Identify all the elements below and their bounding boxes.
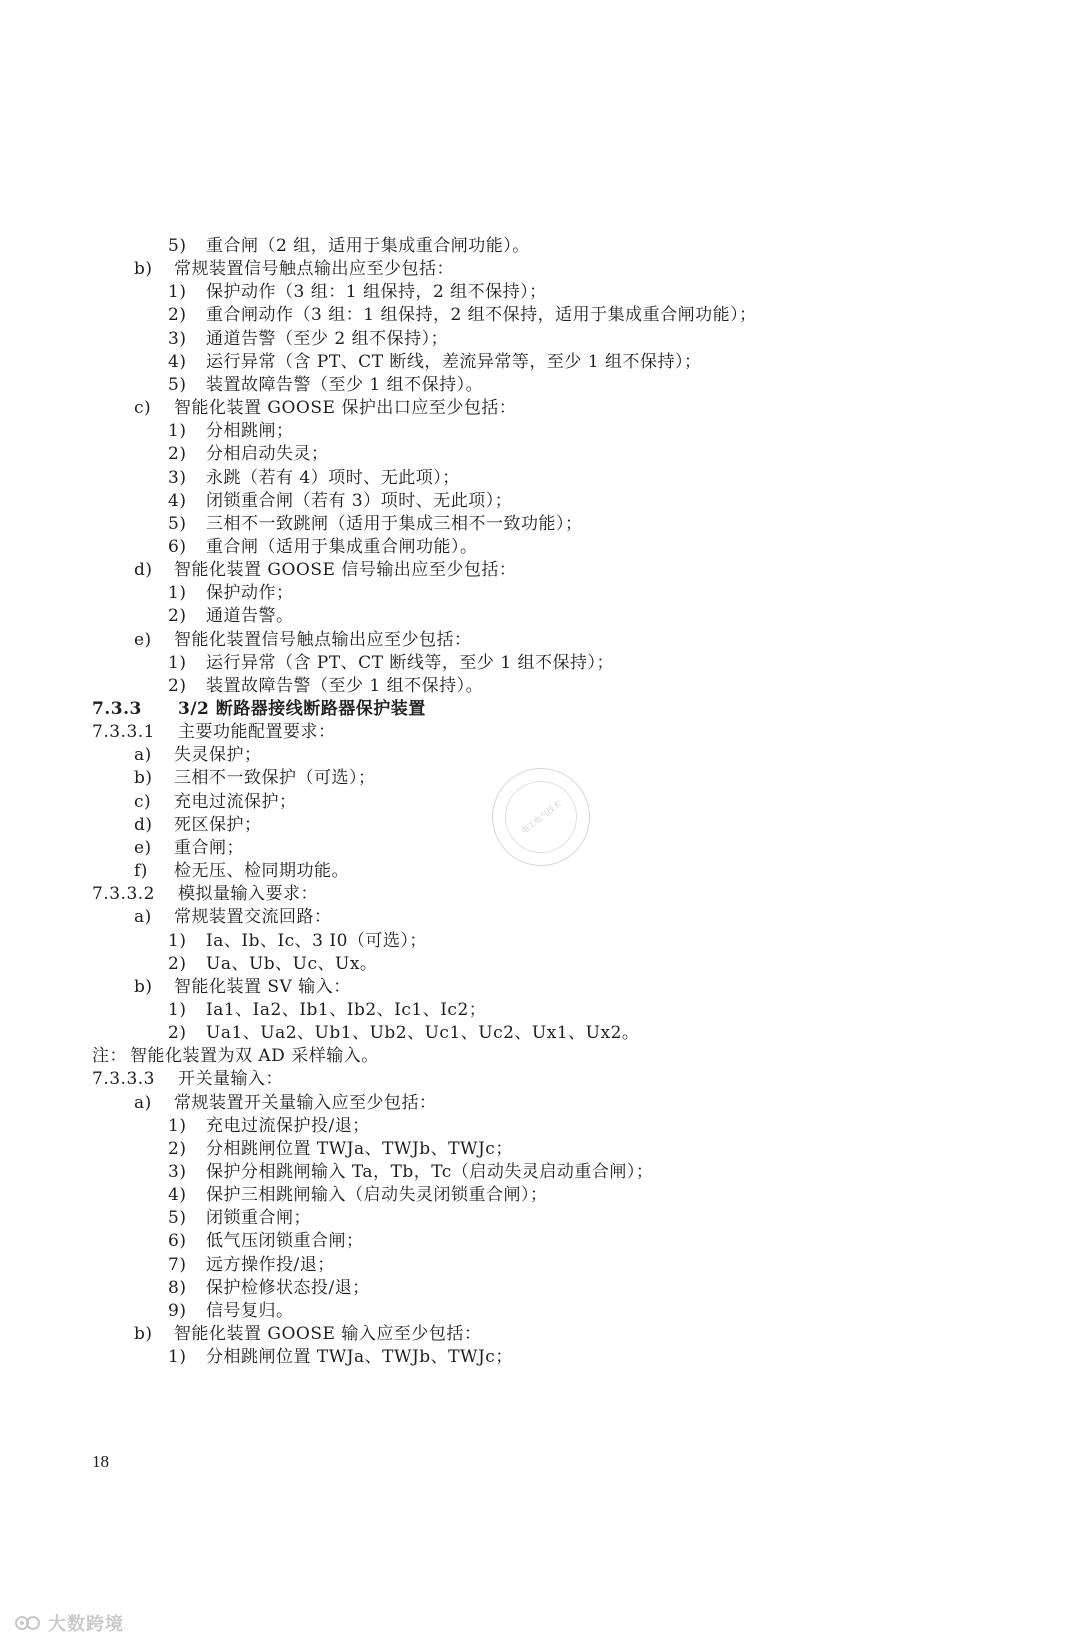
item-text: 智能化装置为双 AD 采样输入。 [130, 1046, 379, 1067]
item-text: 分相跳闸位置 TWJa、TWJb、TWJc； [206, 1138, 513, 1159]
list-item [168, 1277, 370, 1299]
item-label: b) [134, 1324, 153, 1344]
item-text: 检无压、检同期功能。 [174, 861, 349, 881]
item-label: e) [134, 629, 152, 650]
item-label: 2) [168, 1138, 187, 1159]
section-heading [92, 721, 336, 743]
item-label: 4) [168, 1185, 187, 1206]
item-text: 智能化装置 SV 输入： [174, 976, 351, 997]
item-label: 5) [168, 374, 187, 395]
section-heading [92, 698, 426, 720]
item-text: 常规装置交流回路： [174, 907, 332, 928]
list-item [168, 1254, 335, 1276]
list-item [168, 1138, 513, 1160]
list-item [168, 235, 530, 257]
item-label: c) [134, 791, 152, 812]
list-item [168, 1022, 639, 1044]
item-text: 闭锁重合闸； [206, 1208, 311, 1229]
list-item [168, 605, 294, 627]
list-item [168, 490, 512, 512]
list-item [168, 281, 547, 303]
item-text: 保护三相跳闸输入（启动失灵闭锁重合闸）； [206, 1185, 548, 1206]
item-label: b) [134, 976, 153, 997]
list-item [134, 1092, 437, 1114]
item-text: 死区保护； [174, 814, 262, 835]
item-text: 重合闸动作（3 组：1 组保持，2 组不保持，适用于集成重合闸功能）； [206, 305, 757, 326]
item-label: a) [134, 907, 152, 928]
item-text: 保护动作（3 组：1 组保持，2 组不保持）； [206, 282, 547, 303]
item-text: 闭锁重合闸（若有 3）项时、无此项）； [206, 490, 513, 511]
item-label: 7.3.3.1 [92, 722, 155, 743]
list-item [168, 582, 294, 604]
item-label: 7.3.3 [92, 699, 142, 719]
list-item [168, 513, 583, 535]
item-label: 3) [168, 328, 187, 349]
item-text: 远方操作投/退； [206, 1254, 335, 1275]
item-text: 信号复归。 [206, 1300, 294, 1321]
list-item [134, 837, 244, 859]
item-text: Ia1、Ia2、Ib1、Ib2、Ic1、Ic2； [206, 999, 487, 1020]
list-item [134, 860, 349, 882]
item-label: 2) [168, 444, 187, 465]
item-label: 2) [168, 1023, 187, 1044]
list-item [134, 1323, 481, 1345]
item-text: 保护检修状态投/退； [206, 1277, 370, 1298]
item-text: 低气压闭锁重合闸； [206, 1231, 364, 1252]
item-label: c) [134, 398, 152, 418]
list-item [168, 1207, 311, 1229]
list-item [168, 304, 757, 326]
item-label: 7) [168, 1254, 187, 1275]
page-number: 18 [92, 1452, 109, 1471]
item-label: d) [134, 814, 153, 835]
item-text: 智能化装置 GOOSE 信号输出应至少包括： [174, 560, 517, 581]
list-item [168, 467, 460, 489]
item-text: 通道告警。 [206, 606, 294, 627]
item-text: 智能化装置 GOOSE 输入应至少包括： [174, 1324, 482, 1344]
item-text: Ua1、Ua2、Ub1、Ub2、Uc1、Uc2、Ux1、Ux2。 [206, 1023, 640, 1044]
item-label: 1) [168, 930, 187, 951]
item-label: 7.3.3.3 [92, 1069, 155, 1090]
stamp-text: 电工电气技术 [519, 798, 563, 836]
item-text: 模拟量输入要求： [178, 884, 318, 905]
list-item [168, 999, 486, 1021]
item-text: 装置故障告警（至少 1 组不保持）。 [206, 374, 484, 395]
list-item [168, 675, 483, 697]
item-label: 1) [168, 1347, 187, 1368]
item-label: 2) [168, 305, 187, 326]
item-label: 8) [168, 1277, 187, 1298]
list-item [168, 443, 329, 465]
list-item [168, 1230, 364, 1252]
item-text: 分相启动失灵； [206, 444, 329, 465]
item-label: 2) [168, 953, 187, 974]
item-label: 5) [168, 236, 187, 256]
list-item [168, 1184, 548, 1206]
item-label: b) [134, 259, 153, 280]
item-text: 永跳（若有 4）项时、无此项）； [206, 467, 460, 488]
item-label: 注： [92, 1046, 127, 1067]
list-item [168, 652, 614, 674]
item-text: 通道告警（至少 2 组不保持）； [206, 328, 449, 349]
list-item [134, 559, 516, 581]
section-heading [92, 1068, 283, 1090]
item-label: 4) [168, 351, 187, 372]
note-line [92, 1045, 379, 1067]
item-text: 充电过流保护投/退； [206, 1115, 370, 1136]
item-label: a) [134, 745, 152, 766]
list-item [134, 906, 332, 928]
list-item [134, 791, 297, 813]
watermark-logo-icon [14, 1612, 42, 1634]
list-item [134, 767, 376, 789]
item-label: 6) [168, 1231, 187, 1252]
item-label: 1) [168, 282, 187, 303]
item-text: 开关量输入： [178, 1069, 283, 1090]
list-item [168, 930, 427, 952]
list-item [134, 744, 262, 766]
item-label: 2) [168, 675, 187, 696]
item-label: 1) [168, 652, 187, 673]
list-item [168, 328, 448, 350]
item-text: 智能化装置信号触点输出应至少包括： [174, 629, 472, 650]
item-label: 6) [168, 537, 187, 557]
item-label: 9) [168, 1300, 187, 1321]
item-text: 重合闸（2 组，适用于集成重合闸功能）。 [206, 236, 530, 256]
item-text: 三相不一致保护（可选）； [174, 768, 376, 789]
list-item [168, 1300, 294, 1322]
list-item [168, 953, 377, 975]
item-text: 常规装置信号触点输出应至少包括： [174, 259, 454, 280]
item-label: b) [134, 768, 153, 789]
item-text: 主要功能配置要求： [178, 722, 336, 743]
watermark-text: 大数跨境 [48, 1614, 124, 1635]
item-label: 1) [168, 421, 187, 442]
item-text: 装置故障告警（至少 1 组不保持）。 [206, 675, 484, 696]
stamp-inner-ring [490, 766, 591, 867]
item-label: d) [134, 560, 153, 581]
list-item [168, 1115, 370, 1137]
circular-stamp [492, 768, 590, 866]
item-text: 三相不一致跳闸（适用于集成三相不一致功能）； [206, 513, 583, 534]
list-item [134, 258, 454, 280]
item-label: 1) [168, 1115, 187, 1136]
list-item [134, 976, 351, 998]
item-text: 3/2 断路器接线断路器保护装置 [178, 699, 426, 719]
item-label: 3) [168, 467, 187, 488]
list-item [134, 629, 472, 651]
item-label: 5) [168, 513, 187, 534]
list-item [168, 1161, 653, 1183]
item-text: 分相跳闸； [206, 421, 294, 442]
item-label: e) [134, 837, 152, 858]
item-text: 分相跳闸位置 TWJa、TWJb、TWJc； [206, 1347, 513, 1368]
item-text: 运行异常（含 PT、CT 断线等，至少 1 组不保持）； [206, 652, 615, 673]
item-label: 1) [168, 999, 187, 1020]
item-text: 充电过流保护； [174, 791, 297, 812]
item-label: 5) [168, 1208, 187, 1229]
list-item [168, 536, 478, 558]
item-text: 重合闸（适用于集成重合闸功能）。 [206, 537, 478, 557]
list-item [168, 420, 294, 442]
item-text: Ia、Ib、Ic、3 I0（可选）； [206, 930, 427, 951]
item-text: 智能化装置 GOOSE 保护出口应至少包括： [174, 398, 517, 418]
item-text: 运行异常（含 PT、CT 断线，差流异常等，至少 1 组不保持）； [206, 351, 702, 372]
item-text: 重合闸； [174, 837, 244, 858]
item-label: 7.3.3.2 [92, 884, 155, 905]
list-item [134, 814, 262, 836]
item-text: 常规装置开关量输入应至少包括： [174, 1092, 437, 1113]
item-label: 1) [168, 583, 187, 604]
item-label: 3) [168, 1162, 187, 1182]
item-text: 失灵保护； [174, 745, 262, 766]
list-item [134, 397, 516, 419]
item-text: 保护动作； [206, 583, 294, 604]
list-item [168, 351, 702, 373]
item-text: 保护分相跳闸输入 Ta，Tb，Tc（启动失灵启动重合闸）； [206, 1162, 654, 1182]
list-item [168, 1346, 513, 1368]
item-label: 4) [168, 490, 187, 511]
section-heading [92, 883, 318, 905]
item-label: a) [134, 1092, 152, 1113]
item-label: 2) [168, 606, 187, 627]
watermark [14, 1610, 124, 1636]
list-item [168, 374, 483, 396]
item-text: Ua、Ub、Uc、Ux。 [206, 953, 378, 974]
item-label: f) [134, 861, 148, 881]
